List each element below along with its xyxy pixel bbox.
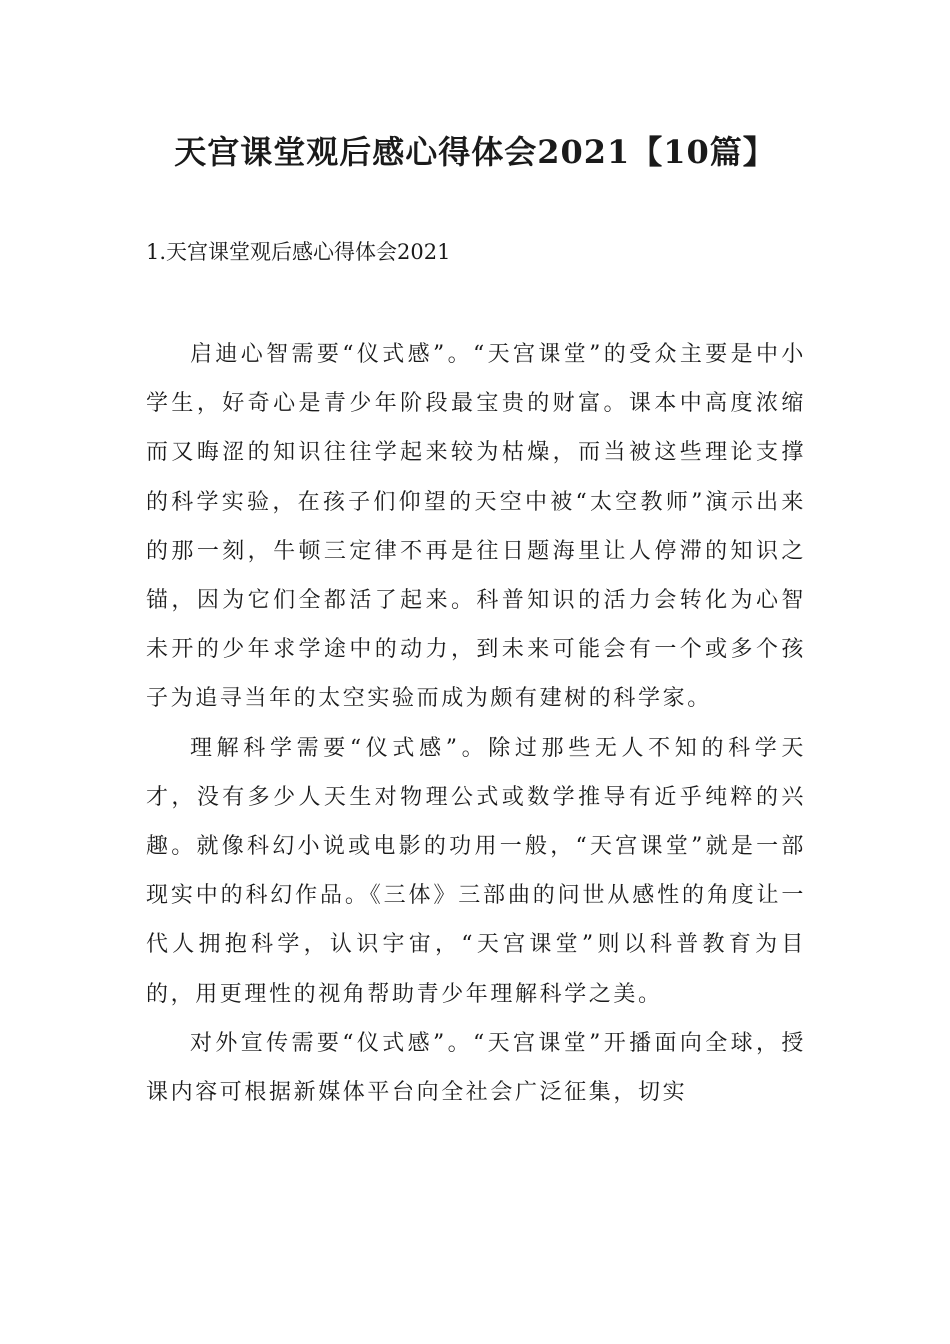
section-heading: 1.天宫课堂观后感心得体会2021	[146, 240, 451, 264]
body-paragraph: 理解科学需要“仪式感”。除过那些无人不知的科学天才，没有多少人天生对物理公式或数学推导有近乎纯粹的兴趣。就像科幻小说或电影的功用一般，“天宫课堂”就是一部现实中的科幻作品。《三体》三部曲的问世从感性的角度让一代人拥抱科学，认识宇宙，“天宫课堂”则以科普教育为目的，用更理性的视角帮助青少年理解科学之美。	[146, 735, 806, 1007]
body-paragraph: 启迪心智需要“仪式感”。“天宫课堂”的受众主要是中小学生，好奇心是青少年阶段最宝贵的财富。课本中高度浓缩而又晦涩的知识往往学起来较为枯燥，而当被这些理论支撑的科学实验，在孩子们仰望的天空中被“太空教师”演示出来的那一刻，牛顿三定律不再是往日题海里让人停滞的知识之锚，因为它们全都活了起来。科普知识的活力会转化为心智未开的少年求学途中的动力，到未来可能会有一个或多个孩子为追寻当年的太空实验而成为颇有建树的科学家。	[146, 342, 806, 712]
document-body	[146, 330, 806, 1117]
body-paragraph: 对外宣传需要“仪式感”。“天宫课堂”开播面向全球，授课内容可根据新媒体平台向全社会广泛征集，切实	[146, 1030, 806, 1106]
document-title: 天宫课堂观后感心得体会2021【10篇】	[174, 133, 776, 171]
